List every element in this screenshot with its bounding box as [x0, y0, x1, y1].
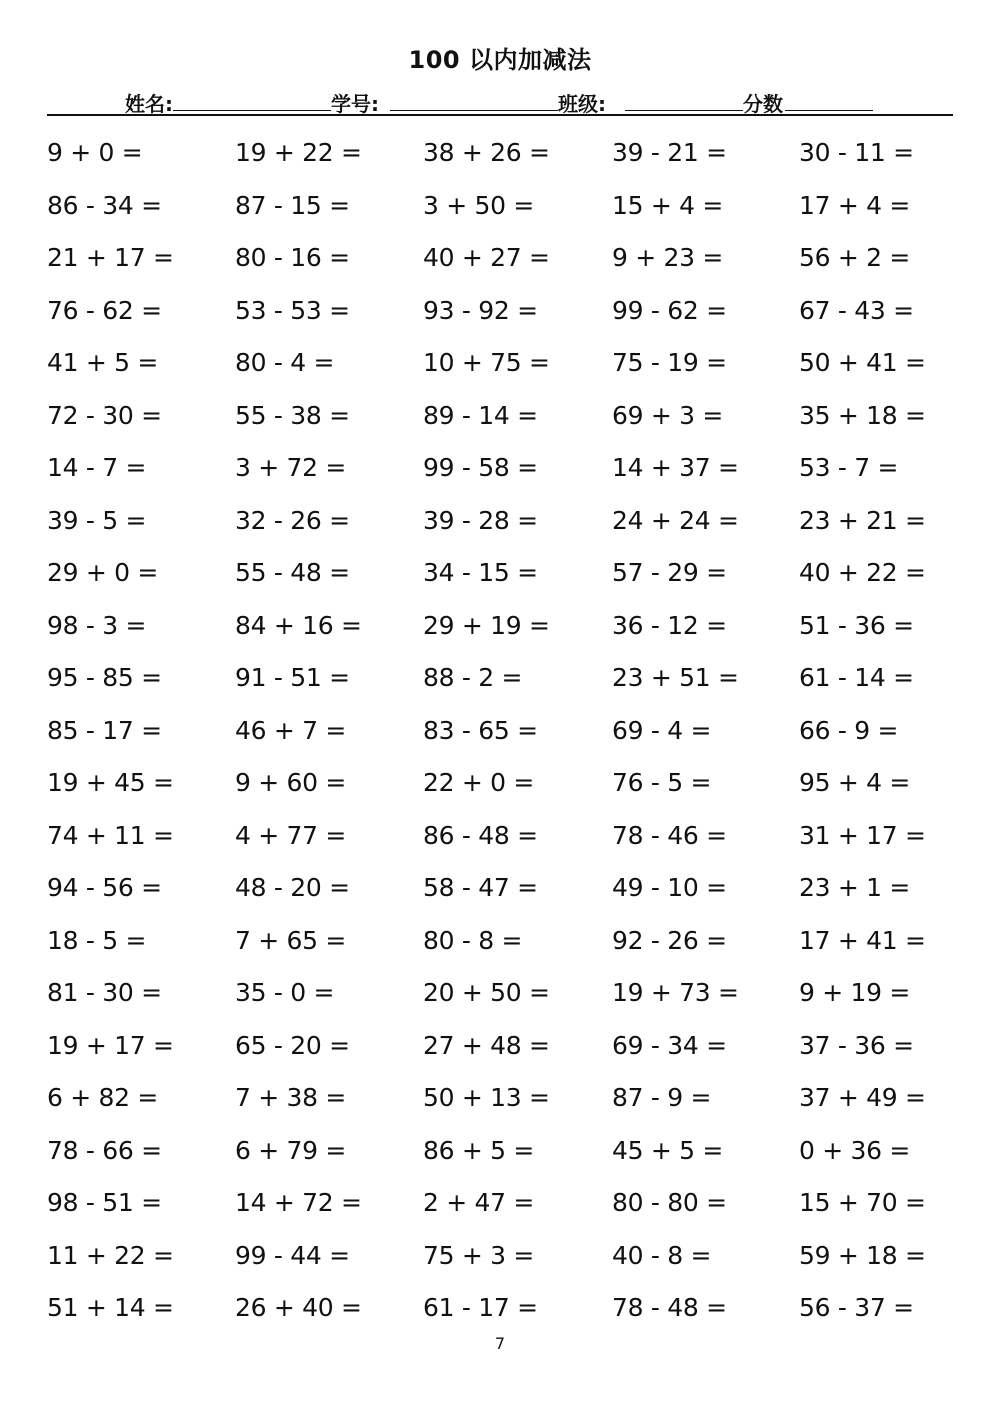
- page-number: 7: [494, 1334, 506, 1353]
- problem-item: 40 - 8 =: [612, 1240, 712, 1270]
- problem-item: 76 - 5 =: [612, 768, 712, 797]
- problem-item: 14 - 7 =: [47, 453, 147, 482]
- problem-row: [47, 763, 987, 816]
- problem-item: 32 - 26 =: [235, 505, 350, 535]
- problem-item: 50 + 41 =: [799, 348, 926, 377]
- problem-row: [47, 816, 987, 869]
- problem-item: 31 + 17 =: [799, 820, 926, 850]
- problem-row: [47, 186, 987, 239]
- student-info-line: [47, 86, 953, 116]
- problem-row: [47, 658, 987, 711]
- problem-row: [47, 553, 987, 606]
- problem-item: 84 + 16 =: [235, 610, 362, 640]
- problem-item: 35 + 18 =: [799, 400, 926, 430]
- problem-item: 27 + 48 =: [423, 1030, 550, 1060]
- problem-item: 46 + 7 =: [235, 715, 347, 745]
- problem-item: 80 - 4 =: [235, 348, 335, 377]
- problem-row: [47, 1131, 987, 1184]
- problem-item: 95 + 4 =: [799, 768, 911, 797]
- problem-row: [47, 501, 987, 554]
- problem-item: 23 + 1 =: [799, 873, 911, 902]
- problem-item: 9 + 19 =: [799, 978, 911, 1007]
- student-id-label: 学号:: [331, 92, 379, 116]
- problem-item: 39 - 5 =: [47, 505, 147, 535]
- problem-item: 75 - 19 =: [612, 348, 727, 377]
- problem-item: 23 + 21 =: [799, 505, 926, 535]
- problem-item: 17 + 4 =: [799, 190, 911, 220]
- problem-row: [47, 291, 987, 344]
- problem-item: 86 + 5 =: [423, 1135, 535, 1165]
- problem-item: 6 + 82 =: [47, 1083, 159, 1112]
- problem-item: 56 + 2 =: [799, 243, 911, 272]
- problem-item: 10 + 75 =: [423, 348, 550, 377]
- class-blank[interactable]: [625, 110, 743, 111]
- problem-item: 40 + 22 =: [799, 558, 926, 587]
- problem-item: 59 + 18 =: [799, 1240, 926, 1270]
- problem-item: 69 - 34 =: [612, 1030, 727, 1060]
- name-blank[interactable]: [173, 110, 331, 111]
- problem-item: 34 - 15 =: [423, 558, 538, 587]
- problem-row: [47, 133, 987, 186]
- problem-item: 19 + 45 =: [47, 768, 174, 797]
- problem-item: 58 - 47 =: [423, 873, 538, 902]
- problem-item: 55 - 38 =: [235, 400, 350, 430]
- problem-item: 23 + 51 =: [612, 663, 739, 692]
- problem-row: [47, 921, 987, 974]
- score-blank[interactable]: [785, 110, 873, 111]
- problem-item: 14 + 72 =: [235, 1188, 362, 1217]
- name-label: 姓名:: [125, 92, 173, 116]
- problem-item: 78 - 46 =: [612, 820, 727, 850]
- problem-item: 75 + 3 =: [423, 1240, 535, 1270]
- problem-item: 67 - 43 =: [799, 295, 914, 325]
- problem-item: 61 - 14 =: [799, 663, 914, 692]
- problem-item: 38 + 26 =: [423, 138, 550, 167]
- problem-item: 40 + 27 =: [423, 243, 550, 272]
- problem-item: 22 + 0 =: [423, 768, 535, 797]
- problem-item: 49 - 10 =: [612, 873, 727, 902]
- problem-item: 19 + 73 =: [612, 978, 739, 1007]
- problem-row: [47, 868, 987, 921]
- problem-item: 88 - 2 =: [423, 663, 523, 692]
- problem-row: [47, 448, 987, 501]
- problem-item: 6 + 79 =: [235, 1135, 347, 1165]
- problem-item: 93 - 92 =: [423, 295, 538, 325]
- problem-item: 4 + 77 =: [235, 820, 347, 850]
- problem-item: 80 - 8 =: [423, 925, 523, 955]
- problem-item: 37 - 36 =: [799, 1030, 914, 1060]
- problem-row: [47, 1078, 987, 1131]
- problem-item: 78 - 66 =: [47, 1135, 162, 1165]
- problem-row: [47, 1236, 987, 1289]
- problem-item: 85 - 17 =: [47, 715, 162, 745]
- problem-item: 7 + 65 =: [235, 925, 347, 955]
- problem-item: 92 - 26 =: [612, 925, 727, 955]
- problem-item: 29 + 19 =: [423, 610, 550, 640]
- problem-item: 81 - 30 =: [47, 978, 162, 1007]
- problem-item: 15 + 4 =: [612, 190, 724, 220]
- problem-row: [47, 1026, 987, 1079]
- problem-item: 41 + 5 =: [47, 348, 159, 377]
- problem-item: 99 - 62 =: [612, 295, 727, 325]
- problem-row: [47, 343, 987, 396]
- problem-item: 72 - 30 =: [47, 400, 162, 430]
- problem-item: 9 + 23 =: [612, 243, 724, 272]
- problem-item: 45 + 5 =: [612, 1135, 724, 1165]
- problem-item: 19 + 17 =: [47, 1030, 174, 1060]
- problem-row: [47, 1183, 987, 1236]
- problem-item: 74 + 11 =: [47, 820, 174, 850]
- problem-item: 51 - 36 =: [799, 610, 914, 640]
- problem-item: 39 - 21 =: [612, 138, 727, 167]
- problem-item: 30 - 11 =: [799, 138, 914, 167]
- problem-item: 14 + 37 =: [612, 453, 739, 482]
- problem-item: 18 - 5 =: [47, 925, 147, 955]
- problem-item: 57 - 29 =: [612, 558, 727, 587]
- worksheet-title: 100 以内加减法: [408, 46, 592, 74]
- problem-item: 48 - 20 =: [235, 873, 350, 902]
- problem-item: 94 - 56 =: [47, 873, 162, 902]
- problem-item: 87 - 9 =: [612, 1083, 712, 1112]
- score-label: 分数: [743, 92, 783, 116]
- problem-item: 69 - 4 =: [612, 715, 712, 745]
- problem-item: 78 - 48 =: [612, 1293, 727, 1322]
- problem-item: 89 - 14 =: [423, 400, 538, 430]
- problem-item: 39 - 28 =: [423, 505, 538, 535]
- problem-item: 98 - 3 =: [47, 610, 147, 640]
- problem-item: 9 + 60 =: [235, 768, 347, 797]
- problem-item: 50 + 13 =: [423, 1083, 550, 1112]
- problem-item: 35 - 0 =: [235, 978, 335, 1007]
- problem-item: 61 - 17 =: [423, 1293, 538, 1322]
- problem-item: 65 - 20 =: [235, 1030, 350, 1060]
- problem-row: [47, 973, 987, 1026]
- student-id-blank[interactable]: [390, 110, 558, 111]
- problem-item: 20 + 50 =: [423, 978, 550, 1007]
- problem-item: 87 - 15 =: [235, 190, 350, 220]
- problem-item: 29 + 0 =: [47, 558, 159, 587]
- problem-item: 80 - 80 =: [612, 1188, 727, 1217]
- problem-item: 98 - 51 =: [47, 1188, 162, 1217]
- problem-item: 91 - 51 =: [235, 663, 350, 692]
- problem-item: 86 - 48 =: [423, 820, 538, 850]
- problem-item: 0 + 36 =: [799, 1135, 911, 1165]
- problem-item: 2 + 47 =: [423, 1188, 535, 1217]
- problem-item: 24 + 24 =: [612, 505, 739, 535]
- problem-item: 3 + 50 =: [423, 190, 535, 220]
- problem-item: 3 + 72 =: [235, 453, 347, 482]
- problem-item: 95 - 85 =: [47, 663, 162, 692]
- problem-item: 9 + 0 =: [47, 138, 143, 167]
- problem-item: 36 - 12 =: [612, 610, 727, 640]
- problem-item: 17 + 41 =: [799, 925, 926, 955]
- class-label: 班级:: [558, 92, 606, 116]
- problem-item: 56 - 37 =: [799, 1293, 914, 1322]
- problem-row: [47, 711, 987, 764]
- problem-grid: [47, 133, 987, 1341]
- problem-item: 76 - 62 =: [47, 295, 162, 325]
- problem-item: 83 - 65 =: [423, 715, 538, 745]
- problem-row: [47, 396, 987, 449]
- problem-item: 55 - 48 =: [235, 558, 350, 587]
- problem-item: 7 + 38 =: [235, 1083, 347, 1112]
- problem-item: 86 - 34 =: [47, 190, 162, 220]
- problem-item: 69 + 3 =: [612, 400, 724, 430]
- problem-item: 26 + 40 =: [235, 1293, 362, 1322]
- problem-row: [47, 1288, 987, 1341]
- problem-item: 11 + 22 =: [47, 1240, 174, 1270]
- problem-item: 99 - 58 =: [423, 453, 538, 482]
- problem-item: 51 + 14 =: [47, 1293, 174, 1322]
- problem-item: 15 + 70 =: [799, 1188, 926, 1217]
- problem-row: [47, 606, 987, 659]
- problem-row: [47, 238, 987, 291]
- problem-item: 37 + 49 =: [799, 1083, 926, 1112]
- problem-item: 99 - 44 =: [235, 1240, 350, 1270]
- problem-item: 53 - 53 =: [235, 295, 350, 325]
- problem-item: 19 + 22 =: [235, 138, 362, 167]
- problem-item: 21 + 17 =: [47, 243, 174, 272]
- problem-item: 53 - 7 =: [799, 453, 899, 482]
- problem-item: 80 - 16 =: [235, 243, 350, 272]
- problem-item: 66 - 9 =: [799, 715, 899, 745]
